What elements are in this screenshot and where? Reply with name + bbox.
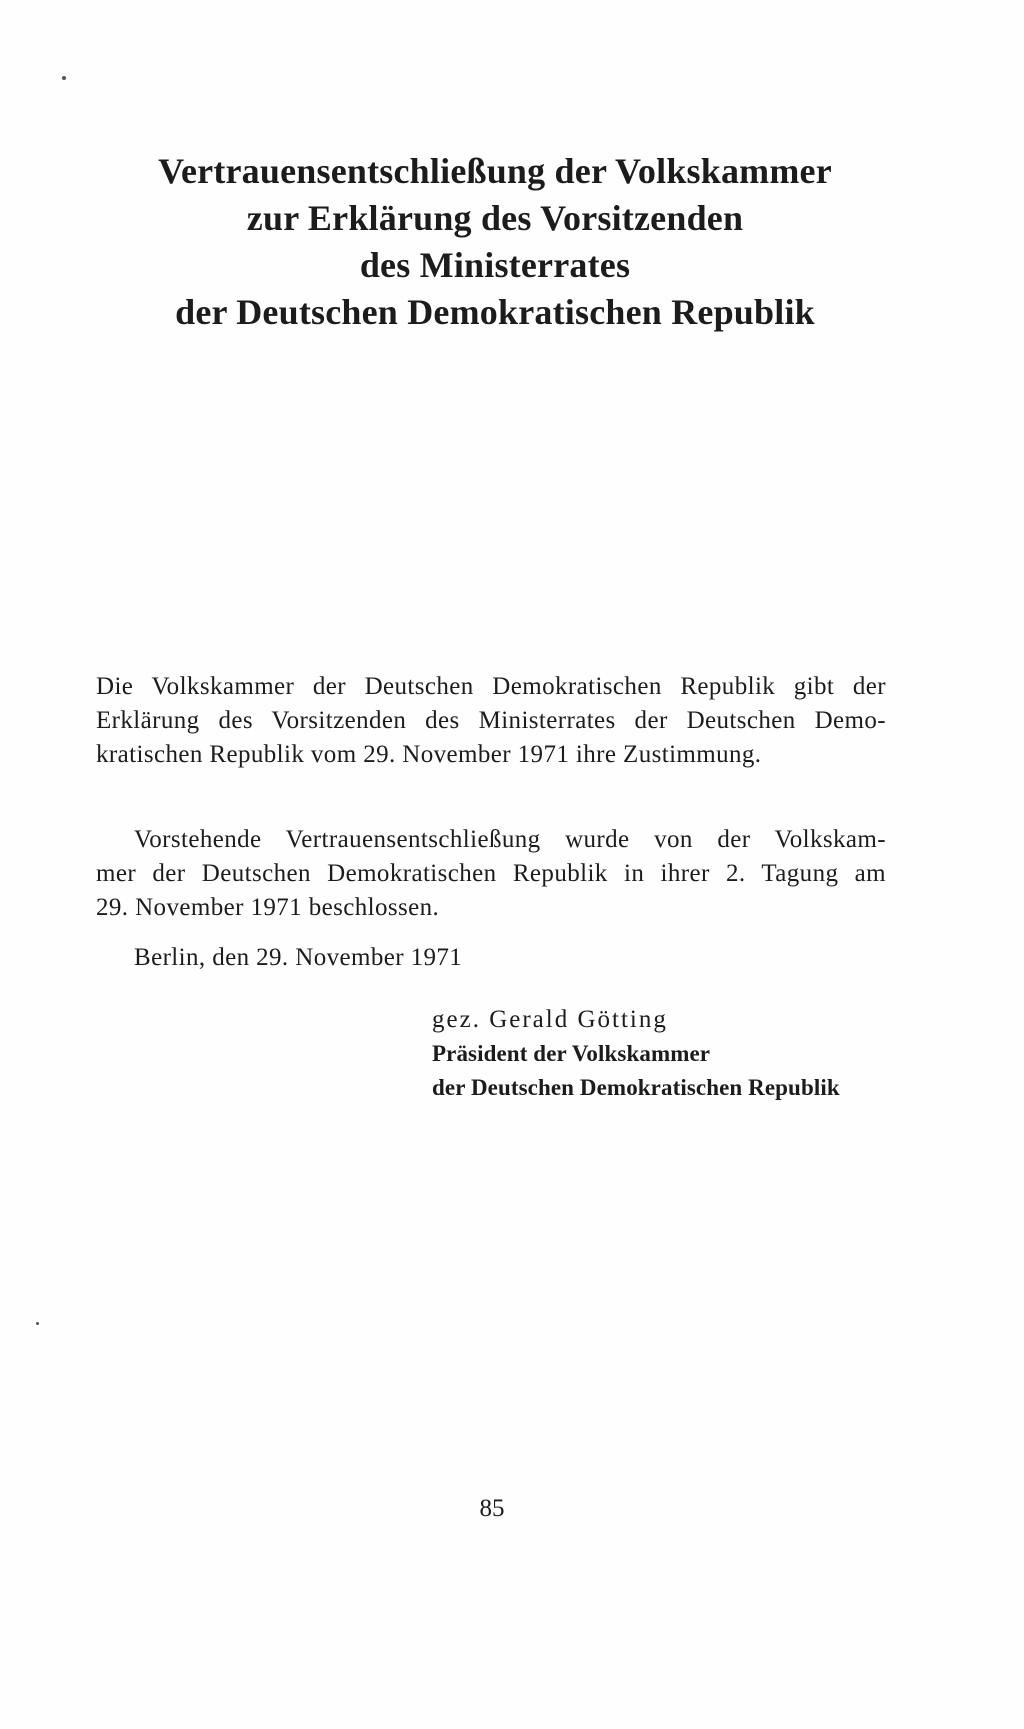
scan-speck — [62, 76, 66, 80]
paragraph-line: Erklärung des Vorsitzenden des Ministerrates der Deutschen Demo- — [96, 707, 886, 734]
signature-block — [432, 1003, 840, 1105]
resolution-paragraph — [96, 670, 886, 772]
document-title — [100, 148, 890, 336]
paragraph-line: mer der Deutschen Demokratischen Republik in ihrer 2. Tagung am — [96, 860, 886, 887]
title-line: Vertrauensentschließung der Volkskammer — [158, 151, 832, 191]
paragraph-line: Die Volkskammer der Deutschen Demokratischen Republik gibt der — [96, 673, 886, 700]
title-line: zur Erklärung des Vorsitzenden — [246, 198, 744, 238]
paragraph-line: Vorstehende Vertrauensentschließung wurde von der Volkskam- — [134, 826, 886, 853]
title-line: des Ministerrates — [359, 245, 631, 285]
signatory-role: Präsident der Volkskammer — [432, 1041, 711, 1066]
signatory-role: der Deutschen Demokratischen Republik — [432, 1075, 840, 1100]
adoption-paragraph — [96, 823, 886, 925]
paragraph-line: kratischen Republik vom 29. November 1971 ihre Zustimmung. — [96, 741, 762, 768]
paragraph-line: 29. November 1971 beschlossen. — [96, 894, 440, 921]
scan-speck — [36, 1322, 39, 1325]
title-line: der Deutschen Demokratischen Republik — [175, 292, 815, 332]
place-date: Berlin, den 29. November 1971 — [134, 944, 463, 971]
signatory-name: gez. Gerald Götting — [432, 1006, 668, 1033]
page-number: 85 — [479, 1495, 505, 1522]
